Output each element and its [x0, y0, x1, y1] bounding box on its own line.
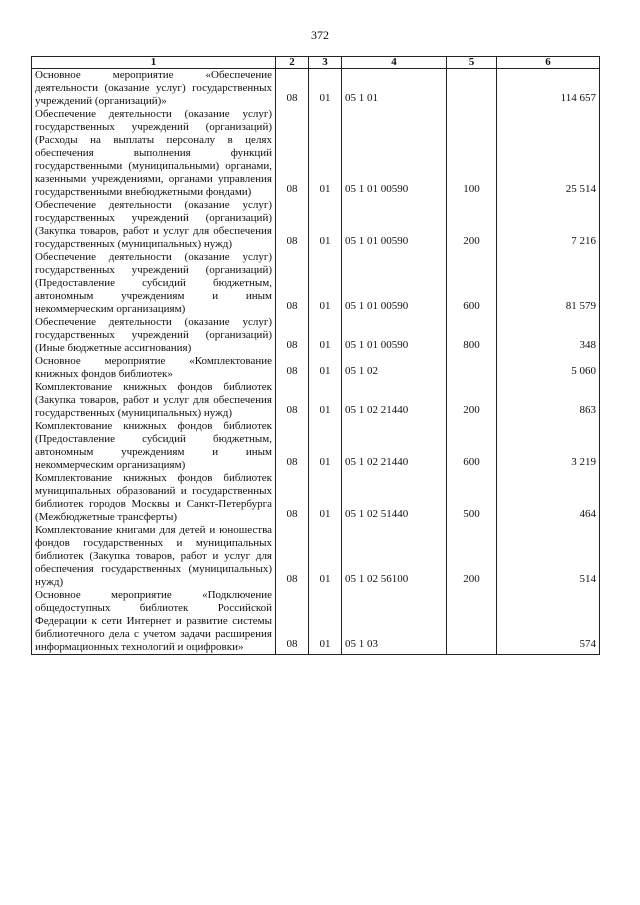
subsection-code-cell — [309, 589, 342, 655]
row-description: Обеспечение деятельности (оказание услуг) государственных учреждений (организаций) (Иные бюджетные ассигнования) — [35, 316, 272, 354]
subsection-code-cell — [309, 316, 342, 355]
row-description: Обеспечение деятельности (оказание услуг) государственных учреждений (организаций) (Предоставление субсидий бюджетным, автономным учреждениям и иным некоммерческим организациям) — [35, 251, 272, 315]
expense-type-code: 600 — [463, 300, 480, 312]
subsection-code-cell — [309, 381, 342, 420]
section-code: 08 — [286, 638, 298, 650]
section-code-cell — [276, 589, 309, 655]
amount: 81 579 — [565, 300, 596, 312]
amount-cell — [497, 524, 600, 589]
section-code: 08 — [286, 573, 298, 585]
amount: 464 — [579, 508, 596, 520]
target-article-code: 05 1 01 00590 — [345, 235, 409, 247]
target-article-code: 05 1 03 — [345, 638, 378, 650]
row-description-cell — [32, 472, 276, 524]
target-article-code: 05 1 02 — [345, 365, 378, 377]
amount-cell — [497, 316, 600, 355]
amount-cell — [497, 108, 600, 199]
table-row — [32, 589, 600, 655]
row-description-cell — [32, 69, 276, 109]
section-code: 08 — [286, 404, 298, 416]
row-description: Основное мероприятие «Обеспечение деятельности (оказание услуг) государственных учреждений (организаций)» — [35, 69, 272, 107]
section-code-cell — [276, 199, 309, 251]
expense-type-code: 500 — [463, 508, 480, 520]
target-article-code-cell — [342, 69, 447, 109]
row-description-cell — [32, 589, 276, 655]
subsection-code-cell — [309, 420, 342, 472]
target-article-code-cell — [342, 381, 447, 420]
expense-type-code-cell — [447, 355, 497, 381]
row-description: Комплектование книгами для детей и юношества фондов государственных и муниципальных библиотек (Закупка товаров, работ и услуг для обеспечения государственных (муниципальных) нужд) — [35, 524, 272, 588]
section-code-cell — [276, 108, 309, 199]
row-description-cell — [32, 316, 276, 355]
amount: 5 060 — [571, 365, 596, 377]
row-description-cell — [32, 420, 276, 472]
target-article-code-cell — [342, 108, 447, 199]
subsection-code: 01 — [319, 92, 331, 104]
expense-type-code-cell — [447, 69, 497, 109]
row-description: Комплектование книжных фондов библиотек (Предоставление субсидий бюджетным, автономным учреждениям и иным некоммерческим организациям) — [35, 420, 272, 471]
section-code: 08 — [286, 456, 298, 468]
amount-cell — [497, 589, 600, 655]
section-code-cell — [276, 381, 309, 420]
amount-cell — [497, 381, 600, 420]
amount: 348 — [579, 339, 596, 351]
target-article-code-cell — [342, 355, 447, 381]
target-article-code: 05 1 02 51440 — [345, 508, 409, 520]
section-code: 08 — [286, 339, 298, 351]
row-description: Основное мероприятие «Подключение общедоступных библиотек Российской Федерации к сети Интернет и развитие системы библиотечного дела с учетом задачи расширения информационных технологий и оцифровки» — [35, 589, 272, 653]
target-article-code-cell — [342, 251, 447, 316]
amount: 7 216 — [571, 235, 596, 247]
row-description: Комплектование книжных фондов библиотек муниципальных образований и государственных библиотек городов Москвы и Санкт-Петербурга (Межбюджетные трансферты) — [35, 472, 272, 523]
section-code-cell — [276, 420, 309, 472]
section-code-cell — [276, 524, 309, 589]
subsection-code: 01 — [319, 508, 331, 520]
row-description-cell — [32, 199, 276, 251]
target-article-code: 05 1 01 00590 — [345, 339, 409, 351]
target-article-code: 05 1 02 21440 — [345, 456, 409, 468]
target-article-code-cell — [342, 472, 447, 524]
section-code-cell — [276, 316, 309, 355]
target-article-code: 05 1 01 — [345, 92, 378, 104]
column-header: 3 — [309, 57, 342, 69]
target-article-code-cell — [342, 524, 447, 589]
table-row — [32, 420, 600, 472]
expense-type-code-cell — [447, 251, 497, 316]
table-row — [32, 251, 600, 316]
amount-cell — [497, 199, 600, 251]
expense-type-code: 600 — [463, 456, 480, 468]
section-code-cell — [276, 355, 309, 381]
target-article-code: 05 1 02 56100 — [345, 573, 409, 585]
column-header: 6 — [497, 57, 600, 69]
column-header: 4 — [342, 57, 447, 69]
expense-type-code: 100 — [463, 183, 480, 195]
subsection-code-cell — [309, 524, 342, 589]
expense-type-code-cell — [447, 199, 497, 251]
expense-type-code-cell — [447, 381, 497, 420]
amount: 514 — [579, 573, 596, 585]
subsection-code: 01 — [319, 456, 331, 468]
row-description-cell — [32, 108, 276, 199]
target-article-code-cell — [342, 316, 447, 355]
target-article-code: 05 1 01 00590 — [345, 183, 409, 195]
subsection-code: 01 — [319, 404, 331, 416]
column-header: 5 — [447, 57, 497, 69]
subsection-code: 01 — [319, 573, 331, 585]
column-header: 2 — [276, 57, 309, 69]
row-description: Обеспечение деятельности (оказание услуг) государственных учреждений (организаций) (Закупка товаров, работ и услуг для обеспечения государственных (муниципальных) нужд) — [35, 199, 272, 250]
column-header: 1 — [32, 57, 276, 69]
target-article-code-cell — [342, 199, 447, 251]
amount: 863 — [579, 404, 596, 416]
row-description-cell — [32, 251, 276, 316]
table-row — [32, 524, 600, 589]
subsection-code-cell — [309, 199, 342, 251]
subsection-code-cell — [309, 472, 342, 524]
budget-table — [31, 56, 600, 655]
amount-cell — [497, 69, 600, 109]
expense-type-code-cell — [447, 589, 497, 655]
amount-cell — [497, 355, 600, 381]
table-row — [32, 199, 600, 251]
table-header-row — [32, 57, 600, 69]
subsection-code-cell — [309, 355, 342, 381]
row-description: Основное мероприятие «Комплектование книжных фондов библиотек» — [35, 355, 272, 380]
section-code-cell — [276, 69, 309, 109]
table-row — [32, 108, 600, 199]
page-number: 372 — [311, 28, 329, 42]
expense-type-code: 200 — [463, 235, 480, 247]
section-code: 08 — [286, 235, 298, 247]
section-code: 08 — [286, 365, 298, 377]
expense-type-code-cell — [447, 472, 497, 524]
target-article-code: 05 1 02 21440 — [345, 404, 409, 416]
expense-type-code: 200 — [463, 573, 480, 585]
expense-type-code-cell — [447, 524, 497, 589]
expense-type-code-cell — [447, 316, 497, 355]
amount: 3 219 — [571, 456, 596, 468]
expense-type-code: 200 — [463, 404, 480, 416]
amount: 25 514 — [565, 183, 596, 195]
target-article-code-cell — [342, 420, 447, 472]
subsection-code: 01 — [319, 339, 331, 351]
section-code-cell — [276, 251, 309, 316]
amount: 574 — [579, 638, 596, 650]
expense-type-code-cell — [447, 420, 497, 472]
subsection-code: 01 — [319, 638, 331, 650]
row-description-cell — [32, 524, 276, 589]
subsection-code-cell — [309, 69, 342, 109]
section-code: 08 — [286, 300, 298, 312]
section-code: 08 — [286, 508, 298, 520]
subsection-code-cell — [309, 108, 342, 199]
row-description: Комплектование книжных фондов библиотек (Закупка товаров, работ и услуг для обеспечения государственных (муниципальных) нужд) — [35, 381, 272, 419]
subsection-code: 01 — [319, 365, 331, 377]
section-code: 08 — [286, 92, 298, 104]
subsection-code: 01 — [319, 183, 331, 195]
amount-cell — [497, 472, 600, 524]
expense-type-code-cell — [447, 108, 497, 199]
subsection-code-cell — [309, 251, 342, 316]
table-row — [32, 381, 600, 420]
amount-cell — [497, 251, 600, 316]
row-description-cell — [32, 355, 276, 381]
row-description-cell — [32, 381, 276, 420]
amount: 114 657 — [560, 92, 596, 104]
table-row — [32, 316, 600, 355]
target-article-code: 05 1 01 00590 — [345, 300, 409, 312]
table-row — [32, 355, 600, 381]
subsection-code: 01 — [319, 235, 331, 247]
table-row — [32, 472, 600, 524]
expense-type-code: 800 — [463, 339, 480, 351]
subsection-code: 01 — [319, 300, 331, 312]
table-row — [32, 69, 600, 109]
section-code: 08 — [286, 183, 298, 195]
section-code-cell — [276, 472, 309, 524]
target-article-code-cell — [342, 589, 447, 655]
amount-cell — [497, 420, 600, 472]
row-description: Обеспечение деятельности (оказание услуг) государственных учреждений (организаций) (Расходы на выплаты персоналу в целях обеспечения выполнения функций государственными (муниципальными) органами, казенными учреждениями, органами управления государственными внебюджетными фондами) — [35, 108, 272, 198]
